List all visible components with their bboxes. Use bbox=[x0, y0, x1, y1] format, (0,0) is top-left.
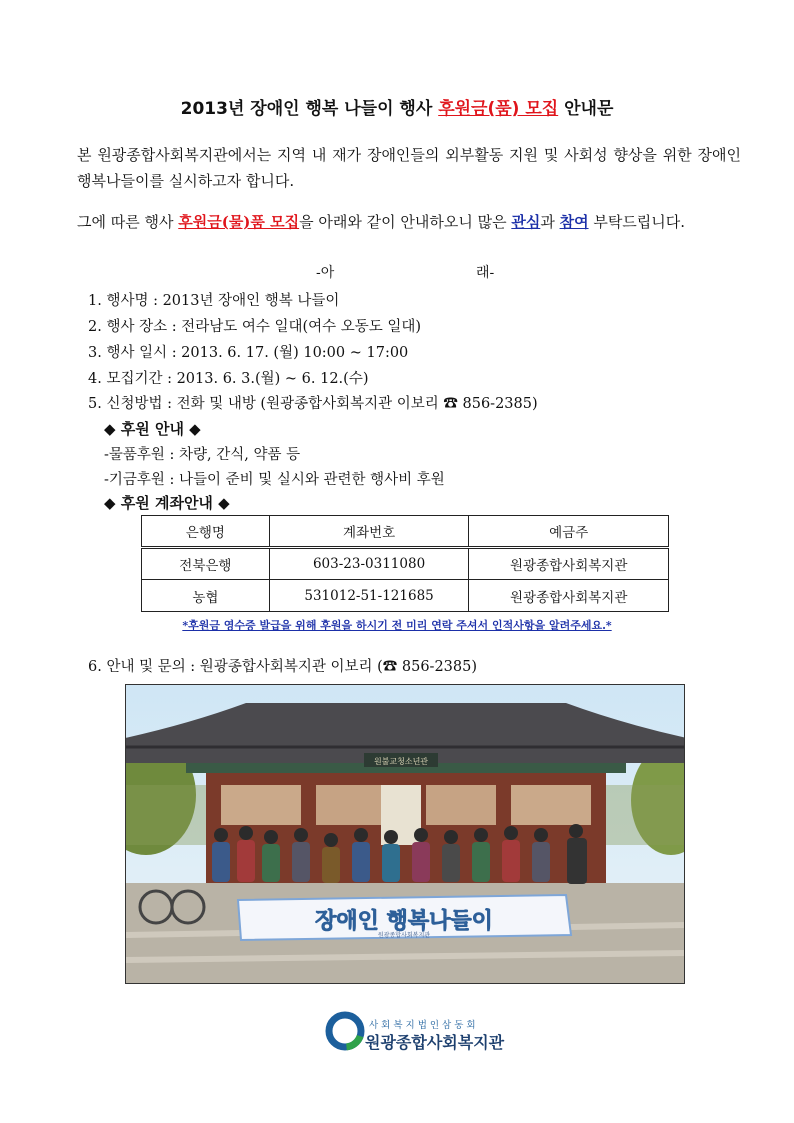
receipt-notice: *후원금 영수증 발급을 위해 후원을 하시기 전 미리 연락 주셔서 인적사항을 알려주세요.* bbox=[182, 619, 612, 632]
banner-small-text: 원광종합사회복지관 bbox=[377, 932, 431, 939]
page-title: 2013년 장애인 행복 나들이 행사 후원금(품) 모집 안내문 bbox=[180, 99, 614, 119]
logo-icon bbox=[325, 1011, 365, 1051]
cell-account-number: 531012-51-121685 bbox=[269, 580, 469, 612]
sponsor-info-title: ◆ 후원 안내 ◆ bbox=[104, 420, 201, 438]
header-bank: 은행명 bbox=[142, 516, 270, 548]
group-photo bbox=[125, 684, 685, 984]
logo-small-text: 사회복지법인삼동회 bbox=[369, 1020, 479, 1031]
participation-highlight: 참여 bbox=[559, 213, 589, 231]
cell-bank: 전북은행 bbox=[142, 548, 270, 580]
cell-holder: 원광종합사회복지관 bbox=[469, 580, 669, 612]
account-info-title: ◆ 후원 계좌안내 ◆ bbox=[104, 494, 230, 512]
item-event-date: 3. 행사 일시 : 2013. 6. 17. (월) 10:00 ~ 17:00 bbox=[88, 345, 409, 361]
table-row bbox=[142, 580, 669, 612]
sponsor-goods-line: -물품후원 : 차량, 간식, 약품 등 bbox=[104, 447, 301, 463]
table-row bbox=[142, 548, 669, 580]
sponsor-recruit-highlight: 후원금(물)품 모집 bbox=[178, 213, 300, 231]
intro-paragraph: 본 원광종합사회복지관에서는 지역 내 재가 장애인들의 외부활동 지원 및 사회성 향상을 위한 장애인 행복나들이를 실시하고자 합니다. bbox=[77, 146, 741, 190]
cell-holder: 원광종합사회복지관 bbox=[469, 548, 669, 580]
account-table-header bbox=[142, 516, 669, 548]
interest-highlight: 관심 bbox=[511, 213, 541, 231]
header-account-number: 계좌번호 bbox=[269, 516, 469, 548]
item-recruit-period: 4. 모집기간 : 2013. 6. 3.(월) ~ 6. 12.(수) bbox=[88, 371, 369, 387]
item-event-name: 1. 행사명 : 2013년 장애인 행복 나들이 bbox=[88, 293, 340, 309]
item-event-place: 2. 행사 장소 : 전라남도 여수 일대(여수 오동도 일대) bbox=[88, 319, 422, 335]
request-paragraph: 그에 따른 행사 후원금(물)품 모집을 아래와 같이 안내하오니 많은 관심과 참여 부탁드립니다. bbox=[77, 213, 686, 231]
banner-text: 장애인 행복나들이 bbox=[315, 909, 493, 934]
header-holder: 예금주 bbox=[469, 516, 669, 548]
title-highlight: 후원금(품) 모집 bbox=[438, 99, 559, 119]
logo-big-text: 원광종합사회복지관 bbox=[365, 1033, 505, 1052]
item-apply-method: 5. 신청방법 : 전화 및 내방 (원광종합사회복지관 이보리 ☎ 856-2385) bbox=[88, 396, 538, 412]
cell-bank: 농협 bbox=[142, 580, 270, 612]
sponsor-fund-line: -기금후원 : 나들이 준비 및 실시와 관련한 행사비 후원 bbox=[104, 472, 445, 488]
organization-logo bbox=[325, 1005, 515, 1055]
building-sign: 원불교청소년관 bbox=[373, 757, 429, 766]
item-contact: 6. 안내 및 문의 : 원광종합사회복지관 이보리 (☎ 856-2385) bbox=[88, 659, 478, 675]
account-table bbox=[141, 515, 669, 612]
cell-account-number: 603-23-0311080 bbox=[269, 548, 469, 580]
